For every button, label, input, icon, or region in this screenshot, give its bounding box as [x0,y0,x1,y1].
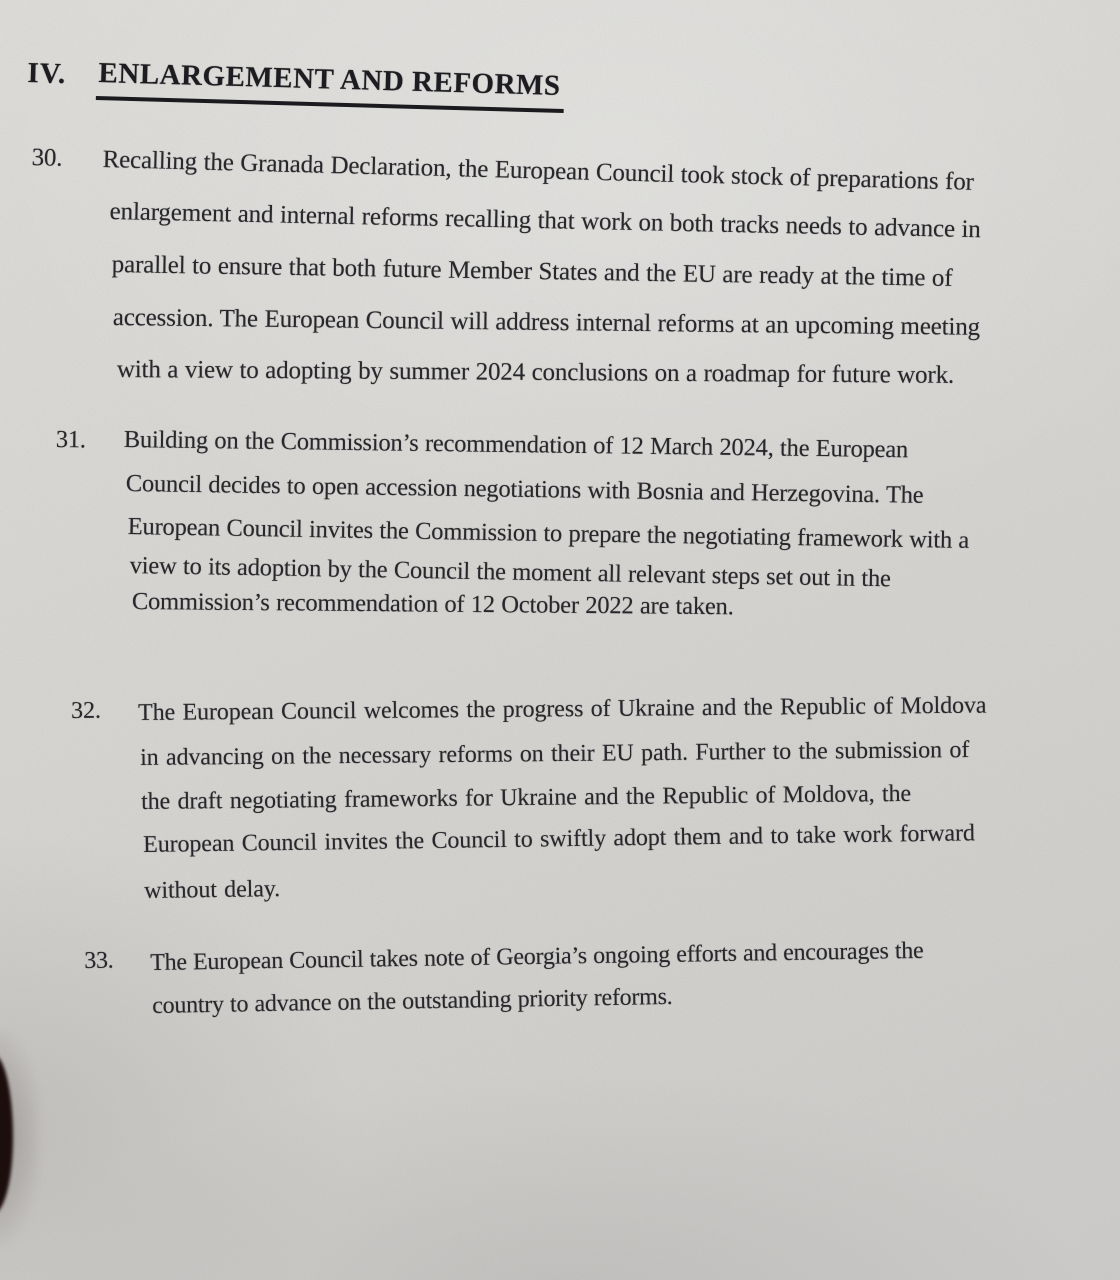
text-line: Building on the Commission’s recommendation of 12 March 2024, the European [123,426,909,464]
text-line: accession. The European Council will address internal reforms at an upcoming meeting [112,304,981,341]
section-number: IV. [27,57,67,91]
text-line: Recalling the Granada Declaration, the European Council took stock of preparations for [102,146,975,196]
text-line: view to its adoption by the Council the moment all relevant steps set out in the [129,552,891,593]
text-line: Council decides to open accession negotiations with Bosnia and Herzegovina. The [125,470,924,509]
text-line: in advancing on the necessary reforms on their EU path. Further to the submission of [140,737,970,771]
text-line: The European Council takes note of Georgia’s ongoing efforts and encourages the [150,937,924,976]
paragraph-number: 30. [31,144,63,172]
paragraph-number: 31. [55,426,87,454]
text-line: enlargement and internal reforms recalling that work on both tracks needs to advance in [109,198,981,244]
text-line: European Council invites the Commission to prepare the negotiating framework with a [127,513,970,554]
text-line: with a view to adopting by summer 2024 conclusions on a roadmap for future work. [116,356,955,389]
text-line: European Council invites the Council to swiftly adopt them and to take work forward [143,820,975,858]
text-line: country to advance on the outstanding priority reforms. [152,983,673,1019]
paragraph-number: 33. [84,947,114,974]
text-line: Commission’s recommendation of 12 October 2022 are taken. [131,588,734,621]
text-line: the draft negotiating frameworks for Ukraine and the Republic of Moldova, the [141,780,912,815]
section-title: ENLARGEMENT AND REFORMS [96,57,565,113]
paragraph-number: 32. [71,697,101,724]
text-line: parallel to ensure that both future Member States and the EU are ready at the time of [111,251,953,292]
text-line: The European Council welcomes the progress of Ukraine and the Republic of Moldova [138,692,987,726]
text-line: without delay. [144,876,281,904]
